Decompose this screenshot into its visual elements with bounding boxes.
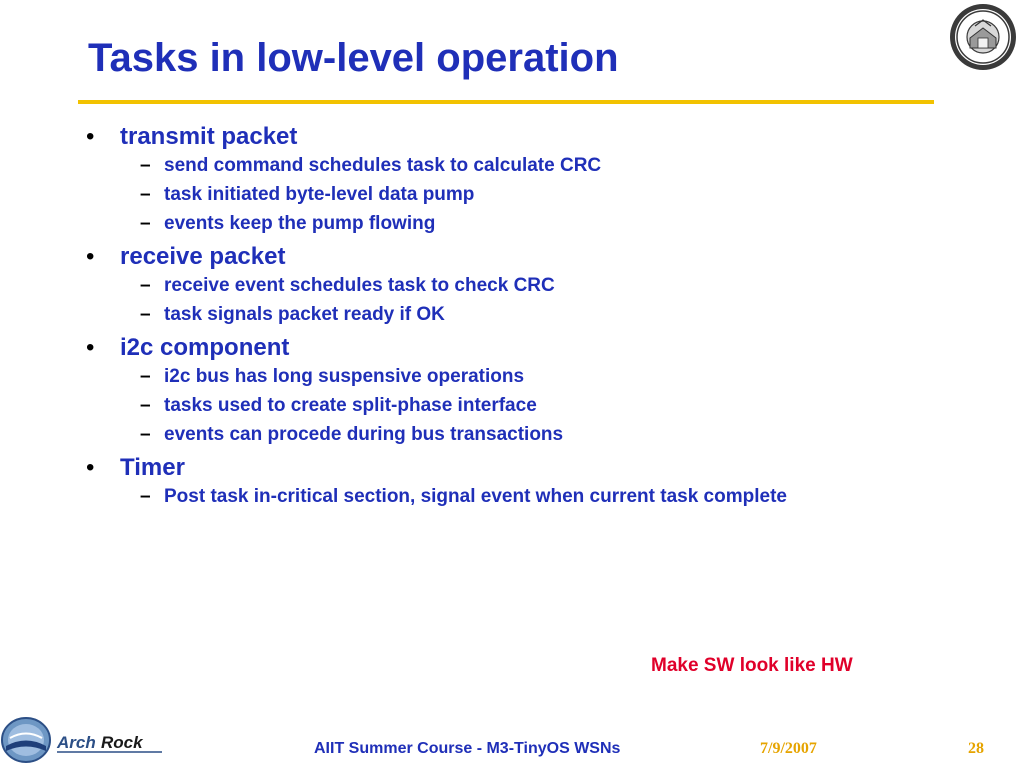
- bullet-item: [86, 333, 986, 362]
- slide-title: Tasks in low-level operation: [88, 36, 619, 80]
- sub-item: [86, 420, 986, 449]
- bullet-mark: •: [86, 243, 95, 270]
- bullet-item: [86, 453, 986, 482]
- sub-item-text: events keep the pump flowing: [164, 213, 436, 234]
- archrock-logo-icon: [0, 713, 170, 765]
- sub-item-text: i2c bus has long suspensive operations: [164, 366, 525, 387]
- sub-item: [86, 300, 986, 329]
- sub-item: [86, 362, 986, 391]
- dash-mark: –: [140, 304, 151, 325]
- bullet-label: Timer: [120, 454, 185, 481]
- sub-item: [86, 391, 986, 420]
- footer-course-title: AIIT Summer Course - M3-TinyOS WSNs: [314, 740, 621, 757]
- dash-mark: –: [140, 424, 151, 445]
- university-seal-icon: [948, 2, 1018, 72]
- sub-item-text: task signals packet ready if OK: [164, 304, 445, 325]
- bullet-label: transmit packet: [120, 123, 298, 150]
- bullet-mark: •: [86, 334, 95, 361]
- bullet-item: [86, 122, 986, 151]
- sub-item: [86, 180, 986, 209]
- sub-item: [86, 209, 986, 238]
- dash-mark: –: [140, 184, 151, 205]
- sub-item-text: events can procede during bus transactions: [164, 424, 564, 445]
- bullet-label: receive packet: [120, 243, 286, 270]
- sub-item: [86, 271, 986, 300]
- dash-mark: –: [140, 366, 151, 387]
- bullet-list: [86, 122, 986, 511]
- bullet-mark: •: [86, 454, 95, 481]
- sub-item-text: Post task in-critical section, signal event when current task complete: [164, 486, 787, 507]
- dash-mark: –: [140, 155, 151, 176]
- bullet-item: [86, 242, 986, 271]
- dash-mark: –: [140, 395, 151, 416]
- sub-item-text: tasks used to create split-phase interface: [164, 395, 537, 416]
- sub-item-text: receive event schedules task to check CRC: [164, 275, 555, 296]
- dash-mark: –: [140, 275, 151, 296]
- logo-text-arch: Arch: [57, 733, 96, 752]
- sub-item-text: send command schedules task to calculate CRC: [164, 155, 602, 176]
- logo-text-rock: Rock: [101, 733, 143, 752]
- footer-date: 7/9/2007: [760, 740, 817, 757]
- sub-item: [86, 151, 986, 180]
- callout-note: Make SW look like HW: [651, 655, 853, 676]
- sub-item: [86, 482, 986, 511]
- dash-mark: –: [140, 213, 151, 234]
- dash-mark: –: [140, 486, 151, 507]
- sub-item-text: task initiated byte-level data pump: [164, 184, 475, 205]
- bullet-mark: •: [86, 123, 95, 150]
- title-underline: [78, 100, 934, 104]
- footer-page-number: 28: [968, 740, 984, 757]
- bullet-label: i2c component: [120, 334, 290, 361]
